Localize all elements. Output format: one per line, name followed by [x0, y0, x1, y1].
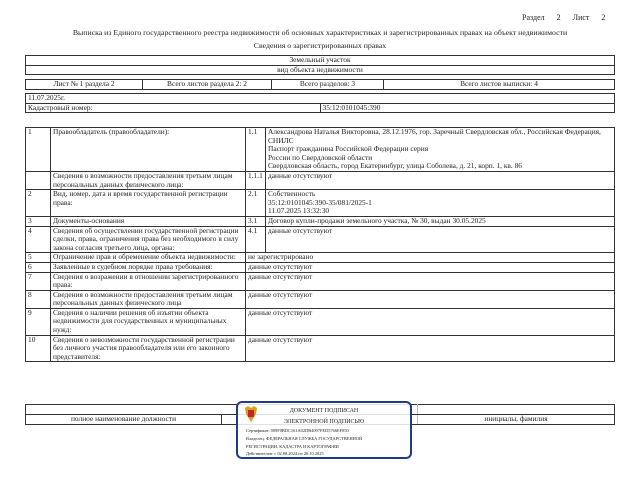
position-caption: полное наименование должности: [26, 415, 222, 425]
row-number: 5: [26, 253, 51, 263]
row-value: данные отсутствуют: [246, 335, 615, 362]
row-subnumber: 4.1: [246, 226, 266, 253]
row-subnumber: 1.1: [246, 128, 266, 172]
stamp-validity: Действителен: с 02.08.2024 по 26.10.2025: [246, 451, 324, 456]
section-label: Раздел 2: [522, 13, 561, 22]
sheet-info-table: [25, 79, 615, 90]
value-line: данные отсутствуют: [268, 170, 333, 180]
date-cadastral-table: [25, 93, 615, 113]
row-value: данные отсутствуют: [246, 290, 615, 308]
document-subtitle: Сведения о зарегистрированных правах: [253, 41, 387, 50]
value-line: Паспорт гражданина Российской Федерации серия: [268, 144, 429, 154]
section-sheets-total: Всего листов раздела 2: 2: [143, 80, 272, 90]
row-number: 4: [26, 226, 51, 253]
row-label: Документы-основания: [51, 216, 246, 226]
object-type-table: [25, 55, 615, 75]
row-label: Сведения о возможности предоставления третьим лицам персональных данных физического лица: [51, 290, 246, 308]
row-label: Заявленные в судебном порядке права требования:: [51, 262, 246, 272]
cadastral-label: Кадастровый номер:: [26, 103, 321, 113]
object-type-caption: вид объекта недвижимости: [26, 65, 615, 75]
row-number: [26, 171, 51, 189]
row-value: [266, 190, 615, 217]
value-line: 11.07.2025 13:32:30: [268, 206, 330, 216]
row-subnumber: 3.1: [246, 216, 266, 226]
row-number: 3: [26, 216, 51, 226]
row-number: 7: [26, 272, 51, 290]
rights-table: [25, 127, 615, 362]
table-row: [26, 290, 615, 308]
sections-total: Всего разделов: 3: [272, 80, 384, 90]
cadastral-number: 35:12:0101045:390: [320, 103, 615, 113]
row-value: [266, 128, 615, 172]
table-row: [26, 216, 615, 226]
row-label: Сведения об осуществлении государственной регистрации сделки, права, ограничения права без необходимого в силу закона согласия третьего лица, органа:: [51, 226, 246, 253]
row-number: 10: [26, 335, 51, 362]
value-line: данные отсутствуют: [268, 225, 333, 235]
row-label: Правообладатель (правообладатели):: [51, 128, 246, 172]
value-line: Александрова Наталья Викторовна, 28.12.1976, гор. Заречный Свердловская обл., Российская Федерация, СНИЛС: [268, 127, 601, 145]
row-number: 8: [26, 290, 51, 308]
row-value: [266, 216, 615, 226]
table-row: [26, 226, 615, 253]
row-label: Сведения о возможности предоставления третьим лицам персональных данных физического лица:: [51, 171, 246, 189]
table-row: [26, 190, 615, 217]
row-number: 2: [26, 190, 51, 217]
value-line: Свердловская область, город Екатеринбург, улица Соболева, д. 21, корп. 1, кв. 86: [268, 161, 523, 171]
stamp-line1: ДОКУМЕНТ ПОДПИСАН: [289, 408, 359, 414]
table-row: [26, 308, 615, 335]
value-line: Договор купли-продажи земельного участка, № 30, выдан 30.05.2025: [268, 215, 486, 225]
stamp-owner-2: РЕГИСТРАЦИИ, КАДАСТРА И КАРТОГРАФИИ: [246, 444, 339, 449]
row-subnumber: 1.1.1: [246, 171, 266, 189]
row-value: не зарегистрировано: [246, 253, 615, 263]
stamp-line2: ЭЛЕКТРОННОЙ ПОДПИСЬЮ: [283, 419, 365, 425]
document-title: Выписка из Единого государственного реестра недвижимости об основных характеристиках и зарегистрированных правах на объект недвижимости: [72, 28, 568, 37]
object-type: Земельный участок: [26, 56, 615, 66]
row-value: данные отсутствуют: [246, 308, 615, 335]
row-number: 9: [26, 308, 51, 335]
row-number: 6: [26, 262, 51, 272]
row-label: Сведения о невозможности государственной регистрации без личного участия правообладателя или его законного представителя:: [51, 335, 246, 362]
sheet-number: Лист № 1 раздела 2: [26, 80, 143, 90]
table-row: [26, 128, 615, 172]
table-row: [26, 171, 615, 189]
page-header: [522, 13, 605, 22]
row-value: [266, 171, 615, 189]
row-label: Сведения о наличии решения об изъятии объекта недвижимости для государственных и муниципальных нужд:: [51, 308, 246, 335]
value-line: России по Свердловской области: [268, 152, 373, 162]
row-value: данные отсутствуют: [246, 272, 615, 290]
value-line: 35:12:0101045:390-35/081/2025-1: [268, 197, 372, 207]
row-label: Ограничение прав и обременение объекта недвижимости:: [51, 253, 246, 263]
extract-sheets-total: Всего листов выписки: 4: [384, 80, 615, 90]
name-caption: инициалы, фамилия: [418, 415, 615, 425]
electronic-signature-stamp: [236, 401, 412, 459]
table-row: [26, 272, 615, 290]
stamp-certificate: Сертификат: 009F0BDC161A02DB4097FED5766EF850: [246, 428, 349, 433]
table-row: [26, 335, 615, 362]
table-row: [26, 262, 615, 272]
row-number: 1: [26, 128, 51, 172]
stamp-owner: Владелец: ФЕДЕРАЛЬНАЯ СЛУЖБА ГОСУДАРСТВЕННОЙ: [246, 436, 363, 441]
row-value: [266, 226, 615, 253]
table-row: [26, 253, 615, 263]
extract-date: 11.07.2025г.: [26, 94, 615, 104]
sheet-label: Лист 2: [572, 13, 606, 22]
row-subnumber: 2.1: [246, 190, 266, 217]
row-value: данные отсутствуют: [246, 262, 615, 272]
value-line: Собственность: [268, 189, 316, 199]
row-label: Сведения о возражении в отношении зарегистрированного права:: [51, 272, 246, 290]
row-label: Вид, номер, дата и время государственной регистрации права:: [51, 190, 246, 217]
